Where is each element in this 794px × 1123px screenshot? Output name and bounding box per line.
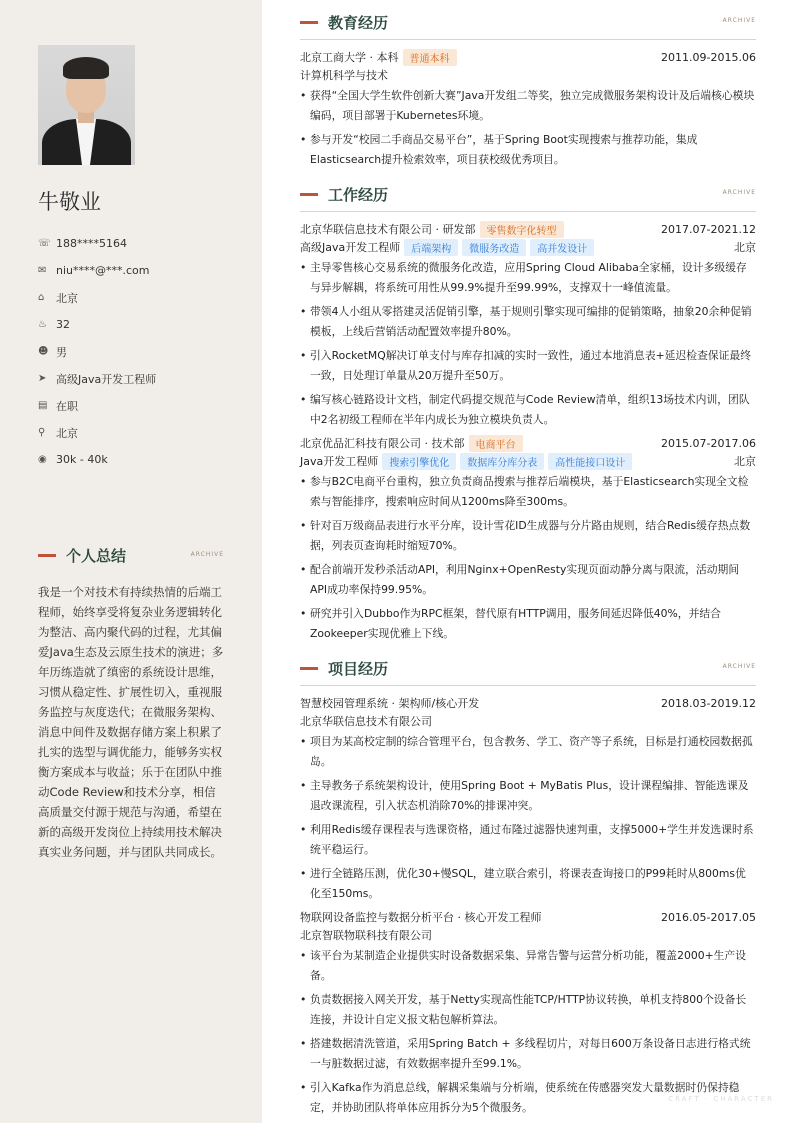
- project-entry: [300, 908, 756, 1118]
- phone-icon: ☏: [38, 238, 51, 249]
- city: 北京: [734, 455, 756, 468]
- projects-header: 项目经历 ARCHIVE: [300, 656, 756, 680]
- sidebar: [0, 0, 262, 1123]
- list-item: • 研究并引入Dubbo作为RPC框架，替代原有HTTP调用，服务间延迟降低40%，并结合Zookeeper实现优雅上下线。: [300, 604, 756, 644]
- project-entry: [300, 694, 756, 904]
- degree-badge: 普通本科: [403, 49, 457, 66]
- section-marker: [300, 193, 318, 196]
- education-section: [300, 10, 756, 170]
- period: 2016.05-2017.05: [661, 910, 756, 924]
- mail-icon: ✉: [38, 265, 47, 276]
- projects-section: [300, 656, 756, 1118]
- list-item: • 利用Redis缓存课程表与选课资格，通过布隆过滤器快速判重，支撑5000+学生并发选课时系统平稳运行。: [300, 820, 756, 860]
- school: 北京工商大学 · 本科: [300, 51, 399, 64]
- project-bullets: [300, 732, 756, 904]
- skill-tag: 高并发设计: [530, 239, 594, 256]
- archive-tag: ARCHIVE: [722, 17, 756, 24]
- briefcase-icon: ▤: [38, 400, 48, 411]
- watermark: CRAFT · CHARACTER: [668, 1095, 774, 1103]
- list-item: • 进行全链路压测，优化30+慢SQL，建立联合索引，将课表查询接口的P99耗时从800ms优化至150ms。: [300, 864, 756, 904]
- info-gender: ☻ 男: [38, 345, 67, 359]
- job-bullets: [300, 472, 756, 644]
- role: 高级Java开发工程师: [300, 241, 401, 254]
- work-header: 工作经历 ARCHIVE: [300, 182, 756, 206]
- project-name: 智慧校园管理系统 · 架构师/核心开发: [300, 697, 480, 710]
- section-marker: [38, 554, 56, 557]
- info-email: ✉ niu****@***.com: [38, 264, 150, 277]
- job-entry: [300, 220, 756, 430]
- education-header: 教育经历 ARCHIVE: [300, 10, 756, 34]
- location-pin-icon: ⚲: [38, 427, 46, 438]
- list-item: • 主导教务子系统架构设计，使用Spring Boot + MyBatis Plus，设计课程编排、智能选课及退改课流程，引入状态机消除70%的排课冲突。: [300, 776, 756, 816]
- period: 2017.07-2021.12: [661, 222, 756, 236]
- education-entry: [300, 48, 756, 66]
- home-icon: ⌂: [38, 292, 45, 303]
- education-bullets: [300, 86, 756, 170]
- cake-icon: ♨: [38, 319, 47, 330]
- summary-section: [38, 544, 224, 862]
- info-age: ♨ 32: [38, 318, 70, 331]
- summary-text: 我是一个对技术有持续热情的后端工程师，始终享受将复杂业务逻辑转化为整洁、高内聚代码的过程，尤其偏爱Java生态及云原生技术的演进；多年历练造就了缜密的系统设计思维，习惯从稳定性、扩展性切入，重视服务监控与灰度迭代；在微服务架构、消息中间件及数据存储方案上积累了扎实的选型与调优能力，能够务实权衡方案成本与收益；乐于在团队中推动Code Review和技术分享，相信高质量交付源于规范与沟通，希望在新的高级开发岗位上持续用技术解决真实业务问题，并与团队共同成长。: [38, 585, 224, 859]
- project-name: 物联网设备监控与数据分析平台 · 核心开发工程师: [300, 911, 542, 924]
- period: 2011.09-2015.06: [661, 50, 756, 64]
- list-item: • 负责数据接入网关开发，基于Netty实现高性能TCP/HTTP协议转换，单机支持800个设备长连接，并设计自定义报文粘包解析算法。: [300, 990, 756, 1030]
- project-org: 北京华联信息技术有限公司: [300, 715, 432, 728]
- archive-tag: ARCHIVE: [722, 189, 756, 196]
- list-item: • 项目为某高校定制的综合管理平台，包含教务、学工、资产等子系统，目标是打通校园数据孤岛。: [300, 732, 756, 772]
- money-icon: ◉: [38, 454, 47, 465]
- section-marker: [300, 21, 318, 24]
- candidate-name: 牛敬业: [38, 190, 101, 214]
- info-target-role: ➤ 高级Java开发工程师: [38, 372, 157, 386]
- role: Java开发工程师: [300, 455, 379, 468]
- industry-badge: 零售数字化转型: [480, 221, 564, 238]
- face-icon: ☻: [38, 346, 49, 357]
- list-item: • 参与B2C电商平台重构，独立负责商品搜索与推荐后端模块，基于Elasticsearch实现全文检索与智能排序，搜索响应时间从1200ms降至300ms。: [300, 472, 756, 512]
- skill-tag: 搜索引擎优化: [382, 453, 456, 470]
- list-item: • 参与开发“校园二手商品交易平台”，基于Spring Boot实现搜索与推荐功能，集成Elasticsearch提升检索效率，项目获校级优秀项目。: [300, 130, 756, 170]
- divider: [300, 211, 756, 212]
- info-phone: ☏ 188****5164: [38, 237, 127, 250]
- avatar-photo: [38, 45, 135, 165]
- skill-tag: 后端架构: [404, 239, 458, 256]
- info-location: ⚲ 北京: [38, 426, 78, 440]
- period: 2018.03-2019.12: [661, 696, 756, 710]
- skill-tag: 微服务改造: [462, 239, 526, 256]
- period: 2015.07-2017.06: [661, 436, 756, 450]
- list-item: • 带领4人小组从零搭建灵活促销引擎，基于规则引擎实现可编排的促销策略，抽象20余种促销模板，上线后营销活动配置效率提升80%。: [300, 302, 756, 342]
- info-home: ⌂ 北京: [38, 291, 78, 305]
- list-item: • 针对百万级商品表进行水平分库，设计雪花ID生成器与分片路由规则，结合Redis缓存热点数据，列表页查询耗时缩短70%。: [300, 516, 756, 556]
- project-org: 北京智联物联科技有限公司: [300, 929, 432, 942]
- company: 北京华联信息技术有限公司 · 研发部: [300, 223, 476, 236]
- list-item: • 编写核心链路设计文档，制定代码提交规范与Code Review清单，组织13场技术内训，团队中2名初级工程师在半年内成长为独立模块负责人。: [300, 390, 756, 430]
- archive-tag: ARCHIVE: [190, 551, 224, 558]
- info-status: ▤ 在职: [38, 399, 78, 413]
- list-item: • 搭建数据清洗管道，采用Spring Batch + 多线程切片，对每日600万条设备日志进行格式统一与脏数据过滤，有效数据率提升至99.1%。: [300, 1034, 756, 1074]
- list-item: • 主导零售核心交易系统的微服务化改造，应用Spring Cloud Alibaba全家桶，设计多级缓存与异步解耦，将系统可用性从99.9%提升至99.99%，支撑双十一峰值流量。: [300, 258, 756, 298]
- list-item: • 该平台为某制造企业提供实时设备数据采集、异常告警与运营分析功能，覆盖2000+生产设备。: [300, 946, 756, 986]
- major: 计算机科学与技术: [300, 69, 388, 82]
- job-entry: [300, 434, 756, 644]
- project-bullets: [300, 946, 756, 1118]
- city: 北京: [734, 241, 756, 254]
- list-item: • 引入Kafka作为消息总线，解耦采集端与分析端，使系统在传感器突发大量数据时仍保持稳定，并协助团队将单体应用拆分为5个微服务。: [300, 1078, 756, 1118]
- archive-tag: ARCHIVE: [722, 663, 756, 670]
- skill-tag: 数据库分库分表: [460, 453, 544, 470]
- job-bullets: [300, 258, 756, 430]
- send-icon: ➤: [38, 373, 47, 384]
- summary-title: 个人总结: [66, 546, 127, 565]
- section-marker: [300, 667, 318, 670]
- industry-badge: 电商平台: [469, 435, 523, 452]
- company: 北京优品汇科技有限公司 · 技术部: [300, 437, 465, 450]
- divider: [300, 39, 756, 40]
- contact-info: [38, 230, 238, 473]
- work-section: [300, 182, 756, 644]
- list-item: • 配合前端开发秒杀活动API，利用Nginx+OpenResty实现页面动静分离与限流，活动期间API成功率保持99.95%。: [300, 560, 756, 600]
- divider: [300, 685, 756, 686]
- skill-tag: 高性能接口设计: [548, 453, 632, 470]
- info-salary: ◉ 30k - 40k: [38, 453, 108, 466]
- summary-header: [38, 544, 224, 566]
- list-item: • 获得“全国大学生软件创新大赛”Java开发组二等奖，独立完成微服务架构设计及后端核心模块编码，项目部署于Kubernetes环境。: [300, 86, 756, 126]
- main-content: [300, 10, 756, 1123]
- list-item: • 引入RocketMQ解决订单支付与库存扣减的实时一致性，通过本地消息表+延迟检查保证最终一致，日处理订单量从20万提升至50万。: [300, 346, 756, 386]
